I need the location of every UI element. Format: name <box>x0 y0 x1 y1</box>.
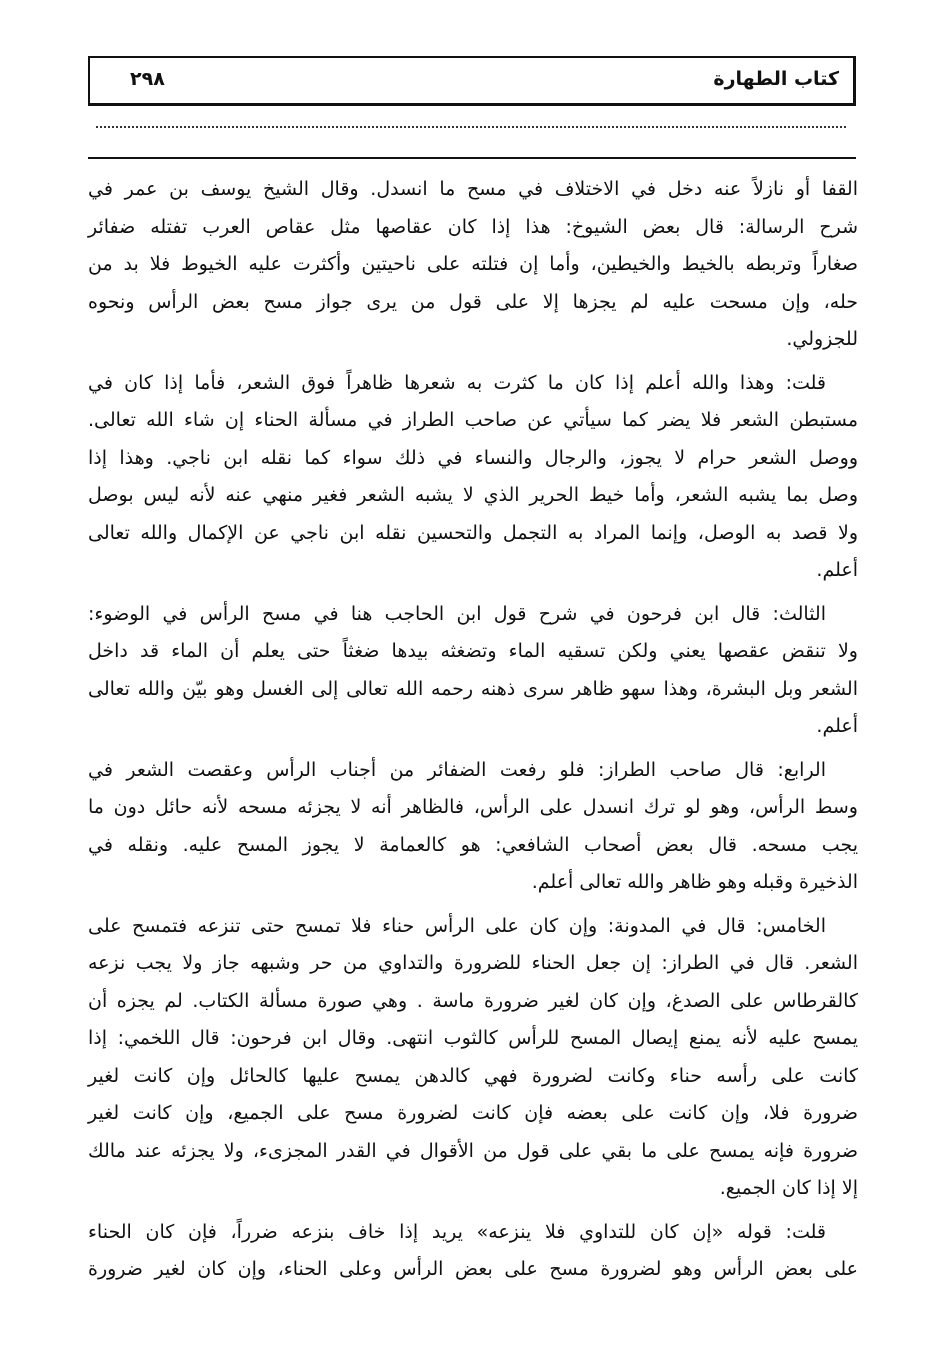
horizontal-rule <box>88 157 856 159</box>
paragraph <box>88 752 858 902</box>
text-line: ضرورة فلا، وإن كانت على بعضه فإن كانت لضرورة مسح على الجميع، وإن كانت لغير <box>88 1102 858 1124</box>
text-line: يجب مسحه. قال بعض أصحاب الشافعي: هو كالعمامة لا يجوز المسح عليه. ونقله في <box>88 833 858 856</box>
text-line: وصل بما يشبه الشعر، وأما خيط الحرير الذي لا يشبه الشعر فغير منهي عنه لأنه ليس بوصل <box>88 484 858 506</box>
paragraph <box>88 1214 858 1289</box>
text-line: الخامس: قال في المدونة: وإن كان على الرأس حناء فلا تمسح حتى تنزعه فتمسح على <box>88 914 826 937</box>
text-line: للجزولي. <box>786 328 858 350</box>
text-line: قلت: قوله «إن كان للتداوي فلا ينزعه» يريد إذا خاف بنزعه ضرراً، فإن كان الحناء <box>88 1220 826 1243</box>
text-line: يمسح عليه لأنه يمنع إيصال المسح للرأس كالثوب انتهى. وقال ابن فرحون: قال اللخمي: إذا <box>88 1027 858 1049</box>
text-line: قلت: وهذا والله أعلم إذا كان ما كثرت به شعرها ظاهراً فوق الشعر، فأما إذا كان في <box>88 371 826 394</box>
text-line: كالقرطاس على الصدغ، وإن كان لغير ضرورة ماسة . وهي صورة مسألة الكتاب. لم يجزه أن <box>88 989 858 1012</box>
paragraph <box>88 365 858 590</box>
paragraph <box>88 908 858 1208</box>
text-line: الذخيرة وقبله وهو ظاهر والله تعالى أعلم. <box>531 871 858 893</box>
text-line: ولا قصد به الوصل، وإنما المراد به التجمل والتحسين نقله ابن ناجي عن الإكمال والله تعالى <box>88 521 858 544</box>
text-line: حله، وإن مسحت عليه لم يجزها إلا على قول من يرى جواز مسح بعض الرأس ونحوه <box>88 290 858 313</box>
text-line: شرح الرسالة: قال بعض الشيوخ: هذا إذا كان عقاصها مثل عقاص العرب تفتله ضفائر <box>88 215 858 238</box>
text-line: الشعر. قال في الطراز: إن جعل الحناء للضرورة والتداوي من حر وشبهه جاز ولا يجب نزعه <box>88 952 858 974</box>
text-line: ولا تنقض عقصها يعني ولكن تسقيه الماء وتضغثه بيدها ضغثاً حتى يعلم أن الماء قد داخل <box>88 640 858 662</box>
dotted-separator <box>96 126 846 128</box>
text-line: على بعض الرأس وهو لضرورة مسح على بعض الرأس وعلى الحناء، وإن كان لغير ضرورة <box>88 1258 858 1280</box>
text-line: ووصل الشعر حرام لا يجوز، والرجال والنساء في ذلك سواء كما نقله ابن ناجي. وهذا إذا <box>88 446 858 469</box>
book-title: كتاب الطهارة <box>713 68 839 90</box>
text-line: القفا أو نازلاً عنه دخل في الاختلاف في مسح ما انسدل. وقال الشيخ يوسف بن عمر في <box>88 178 858 200</box>
text-line: مستبطن الشعر فلا يضر كما سيأتي عن صاحب الطراز في مسألة الحناء إن شاء الله تعالى. <box>88 409 858 431</box>
text-line: وسط الرأس، وهو لو ترك انسدل على الرأس، فالظاهر أنه لا يجزئه مسحه لأنه حائل دون ما <box>88 796 858 818</box>
body-text <box>88 171 858 1295</box>
running-header <box>88 56 856 106</box>
text-line: الثالث: قال ابن فرحون في شرح قول ابن الحاجب هنا في مسح الرأس في الوضوء: <box>88 602 826 625</box>
page-number: ٢٩٨ <box>130 68 165 90</box>
text-line: الشعر وبل البشرة، وهذا سهو ظاهر سرى ذهنه رحمه الله تعالى إلى الغسل وهو بيّن والله تعالى <box>88 677 858 700</box>
text-line: صغاراً وتربطه بالخيط والخيطين، وأما إن فتلته على ناحيتين وأكثرت عليه الخيوط فلا بد من <box>88 253 858 275</box>
text-line: الرابع: قال صاحب الطراز: فلو رفعت الضفائر من أجناب الرأس وعقصت الشعر في <box>88 758 826 781</box>
paragraph <box>88 596 858 746</box>
text-line: أعلم. <box>816 715 858 737</box>
text-line: أعلم. <box>816 559 858 581</box>
text-line: ضرورة فإنه يمسح على ما بقي على قول من الأقوال في القدر المجزىء، ولا يجزئه عند مالك <box>88 1139 858 1162</box>
text-line: إلا إذا كان الجميع. <box>719 1177 858 1199</box>
text-line: كانت على رأسه حناء وكانت لضرورة فهي كالدهن يمسح عليها كالحائل وإن كانت لغير <box>88 1064 858 1087</box>
paragraph <box>88 171 858 359</box>
